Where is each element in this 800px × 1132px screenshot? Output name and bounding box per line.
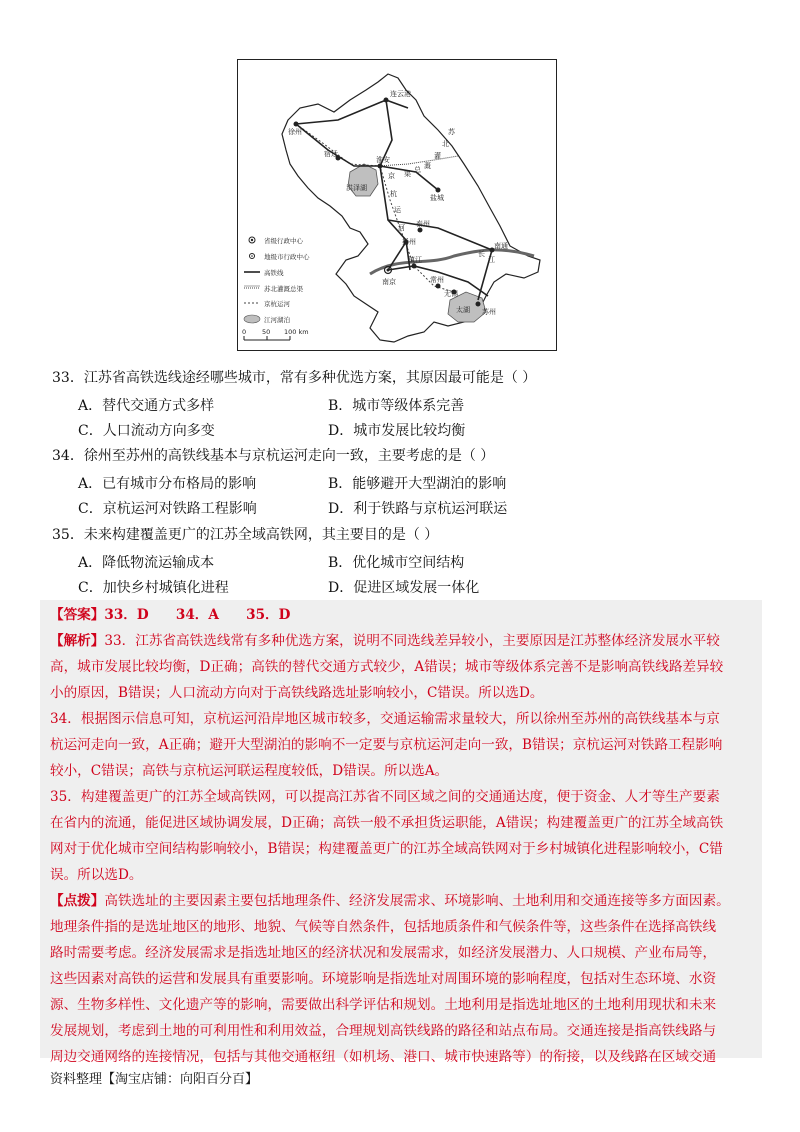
q33-option-c: C．人口流动方向多变 [78,423,215,439]
legend-irrigation-canal: 苏北灌溉总渠 [264,285,303,293]
analysis-line-2: 高，城市发展比较均衡，D正确；高铁的替代交通方式较少，A错误；城市等级体系完善不是影响高铁线路差异较 [50,659,724,675]
q34-option-c: C．京杭运河对铁路工程影响 [78,501,257,517]
map-label-huaian: 淮安 [376,156,390,164]
map-label-canal-guan: 灌 [434,152,441,160]
grand-canal [296,124,454,292]
legend-rivers-lakes: 江河湖泊 [264,316,290,324]
q35-option-a: A．降低物流运输成本 [78,555,215,571]
tips-line-2: 地理条件指的是选址地区的地形、地貌、气候等自然条件，包括地质条件和气候条件等，这些条件在选择高铁线 [50,919,717,935]
tips-line-3: 路时需要考虑。经济发展需求是指选址地区的经济状况和发展需求，如经济发展潜力、人口规模、产业布局等， [50,945,717,961]
q33-option-d: D．城市发展比较均衡 [328,423,466,439]
q35-option-d: D．促进区域发展一体化 [328,580,480,596]
question-35-stem: 35．未来构建覆盖更广的江苏全域高铁网，其主要目的是（ ） [52,527,439,543]
map-label-jing: 京 [388,172,395,180]
legend-provincial-center: 省级行政中心 [264,237,303,245]
analysis-tag: 【解析】 [50,633,105,649]
map-label-taizhou: 泰州 [416,220,430,228]
q34-option-d: D．利于铁路与京杭运河联运 [328,501,508,517]
map-svg [238,60,556,350]
tips-line-6: 发展规划，考虑到土地的可利用性和利用效益，合理规划高铁线路的路径和站点布局。交通连接是指高铁线路与 [50,1023,717,1039]
map-label-canal-su: 苏 [448,128,455,136]
irrigation-canal [378,156,458,166]
answer-tag: 【答案】 [50,607,105,623]
map-label-jiang: 江 [488,256,495,264]
analysis-text-1: 33．江苏省高铁选线常有多种优选方案，说明不同选线差异较小，主要原因是江苏整体经济发展水平较 [104,633,720,649]
q35-option-c: C．加快乡村城镇化进程 [78,580,229,596]
answer-text: 33．D 34．A 35．D [104,607,291,623]
tips-line-7: 周边交通网络的连接情况，包括与其他交通枢纽（如机场、港口、城市快速路等）的衔接，以及线路在区域交通 [50,1049,717,1065]
map-label-yancheng: 盐城 [430,194,444,202]
map-label-chang: 长 [478,250,485,258]
map-label-zhenjiang: 镇江 [408,256,422,264]
analysis-line-9: 网对于优化城市空间结构影响较小，B错误；构建覆盖更广的江苏全域高铁网对于乡村城镇化进程影响较小，C错 [50,841,723,857]
map-label-suzhou: 苏州 [482,308,496,316]
high-speed-rail [296,100,492,300]
analysis-line-6: 较小，C错误；高铁与京杭运河联运程度较低，D错误。所以选A。 [50,763,449,779]
tips-tag: 【点拨】 [50,893,105,909]
analysis-line-4: 34．根据图示信息可知，京杭运河沿岸地区城市较多，交通运输需求量较大，所以徐州至苏州的高铁线基本与京 [50,711,720,727]
q33-option-a: A．替代交通方式多样 [78,398,215,414]
map-label-changzhou: 常州 [430,276,444,284]
q34-option-b: B．能够避开大型湖泊的影响 [328,476,507,492]
tips-line-5: 源、生物多样性、文化遗产等的影响，需要做出科学评估和规划。土地利用是指选址地区的土地利用现状和未来 [50,997,717,1013]
map-label-canal-bei: 北 [442,140,449,148]
map-label-taihu: 太湖 [456,306,470,314]
map-label-yun: 运 [394,206,401,214]
map-legend [242,236,310,340]
map-label-nanjing: 南京 [382,278,396,286]
map-label-wuxi: 无锡 [444,290,458,298]
q33-option-b: B．城市等级体系完善 [328,398,465,414]
analysis-line-1 [50,630,720,652]
scale-100: 100 km [284,328,309,336]
answer-line [50,604,290,626]
q35-option-b: B．优化城市空间结构 [328,555,465,571]
map-label-canal-qu: 渠 [404,170,411,178]
q34-option-a: A．已有城市分布格局的影响 [78,476,257,492]
map-label-hongze: 洪泽湖 [346,184,367,192]
yangtze-river [370,250,534,274]
legend-hsr: 高铁线 [264,269,284,277]
map-label-canal-gai: 溉 [424,162,431,170]
analysis-line-8: 在省内的流通，能促进区域协调发展，D正确；高铁一般不承担货运职能，A错误；构建覆盖更广的江苏全域高铁 [50,815,724,831]
scale-0: 0 [242,328,247,336]
legend-prefecture-center: 地级市行政中心 [264,253,310,261]
map-label-canal-zong: 总 [414,166,421,174]
page-footer: 资料整理【淘宝店铺：向阳百分百】 [50,1072,259,1087]
tips-text-1: 高铁选址的主要因素主要包括地理条件、经济发展需求、环境影响、土地利用和交通连接等多方面因素。 [104,893,730,909]
analysis-line-10: 误。所以选D。 [50,867,143,883]
analysis-line-3: 小的原因，B错误；人口流动方向对于高铁线路选址影响较小，C错误。所以选D。 [50,685,544,701]
map-label-suqian: 宿迁 [324,150,338,158]
analysis-line-7: 35．构建覆盖更广的江苏全域高铁网，可以提高江苏省不同区域之间的交通通达度，便于资金、人才等生产要素 [50,789,720,805]
tips-line-4: 这些因素对高铁的运营和发展具有重要影响。环境影响是指选址对周围环境的影响程度，包括对生态环境、水资 [50,971,717,987]
analysis-line-5: 杭运河走向一致，A正确；避开大型湖泊的影响不一定要与京杭运河走向一致，B错误；京杭运河对铁路工程影响 [50,737,723,753]
jiangsu-map [237,59,557,351]
legend-grand-canal: 京杭运河 [264,300,290,308]
scale-50: 50 [262,328,271,336]
province-outline [282,74,540,342]
question-34-stem: 34．徐州至苏州的高铁线基本与京杭运河走向一致，主要考虑的是（ ） [52,448,495,464]
tips-line-1 [50,890,730,912]
map-label-nantong: 南通 [494,242,508,250]
question-33-stem: 33．江苏省高铁选线途经哪些城市，常有多种优选方案，其原因最可能是（ ） [52,370,537,386]
map-label-he: 河 [398,224,405,232]
map-label-xuzhou: 徐州 [288,128,302,136]
map-label-yangzhou: 扬州 [402,238,416,246]
map-label-lianyungang: 连云港 [390,90,411,98]
map-label-hang: 杭 [390,190,397,198]
